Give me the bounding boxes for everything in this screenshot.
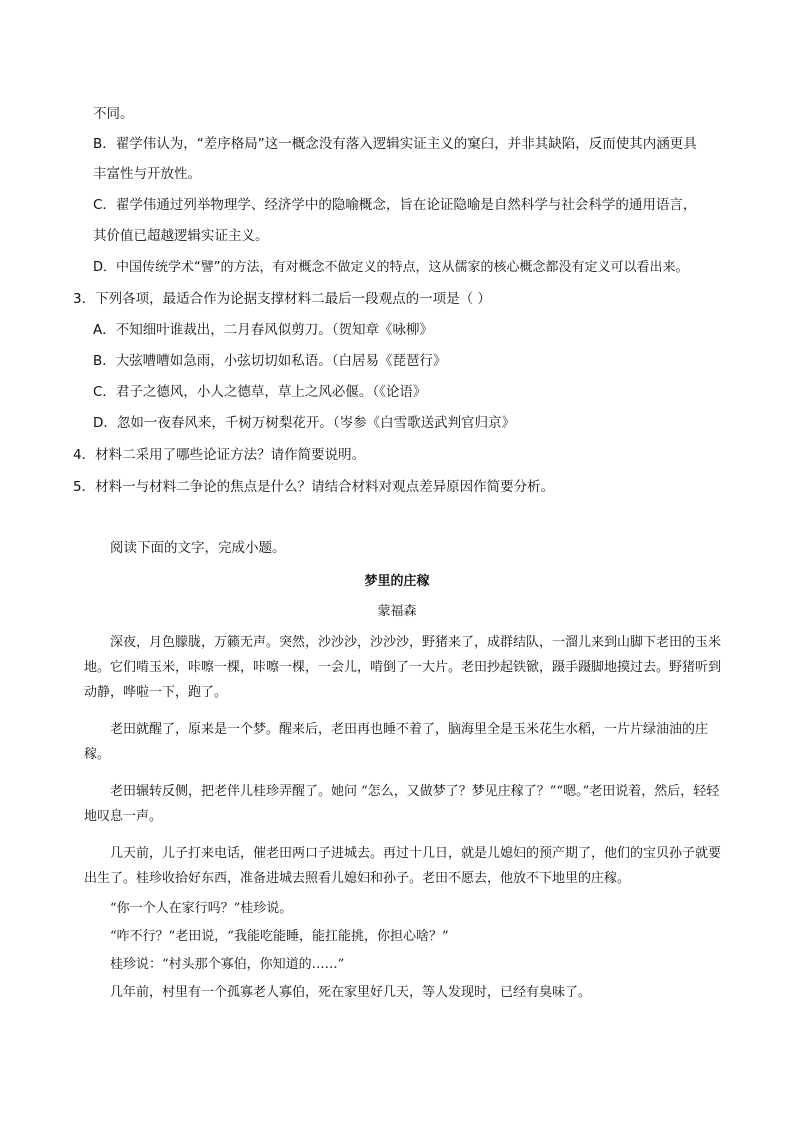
story-paragraph: 老田辗转反侧，把老伴儿桂珍弄醒了。她问 “怎么，又做梦了？梦见庄稼了？”“嗯。”老田说着，然后，轻轻地叹息一声。 bbox=[84, 784, 720, 824]
story-paragraph: 老田就醒了，原来是一个梦。醒来后，老田再也睡不着了，脑海里全是玉米花生水稻，一片片绿油油的庄稼。 bbox=[84, 722, 709, 762]
story-paragraph: “咋不行？”老田说，“我能吃能睡，能扛能挑，你担心啥？” bbox=[110, 929, 449, 944]
story-author: 蒙福森 bbox=[377, 604, 417, 619]
reading-intro: 阅读下面的文字，完成小题。 bbox=[110, 540, 286, 556]
q3-option-a: A．不知细叶谁裁出，二月春风似剪刀。（贺知章《咏柳》 bbox=[93, 322, 433, 338]
option-b-line2: 丰富性与开放性。 bbox=[93, 166, 201, 182]
story-paragraph: 几年前，村里有一个孤寡老人寡伯，死在家里好几天，等人发现时，已经有臭味了。 bbox=[110, 985, 592, 1000]
question-4: 4．材料二采用了哪些论证方法？请作简要说明。 bbox=[73, 447, 366, 463]
option-c-line2: 其价值已超越逻辑实证主义。 bbox=[93, 228, 269, 244]
story-paragraph: 桂珍说：“村头那个寡伯，你知道的……” bbox=[110, 957, 345, 972]
question-3-stem: 3．下列各项，最适合作为论据支撑材料二最后一段观点的一项是（ ） bbox=[73, 291, 491, 307]
q3-option-c: C．君子之德风，小人之德草，草上之风必偃。（《论语》 bbox=[93, 384, 427, 400]
story-body bbox=[84, 630, 724, 1003]
option-b-line1: B．翟学伟认为，“差序格局”这一概念没有落入逻辑实证主义的窠臼，并非其缺陷，反而使其内涵更具 bbox=[93, 136, 697, 152]
story-paragraph: 几天前，儿子打来电话，催老田两口子进城去。再过十几日，就是儿媳妇的预产期了，他们的宝贝孙子就要出生了。桂珍收拾好东西，准备进城去照看儿媳妇和孙子。老田不愿去，他放不下地里的庄稼。 bbox=[84, 846, 722, 886]
question-5: 5．材料一与材料二争论的焦点是什么？请结合材料对观点差异原因作简要分析。 bbox=[73, 479, 555, 495]
option-d: D．中国传统学术“譬”的方法，有对概念不做定义的特点，这从儒家的核心概念都没有定义可以看出来。 bbox=[93, 260, 689, 275]
story-title: 梦里的庄稼 bbox=[364, 574, 430, 589]
option-c-line1: C．翟学伟通过列举物理学、经济学中的隐喻概念，旨在论证隐喻是自然科学与社会科学的通用语言， bbox=[93, 197, 697, 213]
q3-option-d: D．忽如一夜春风来，千树万树梨花开。（岑参《白雪歌送武判官归京》 bbox=[93, 415, 516, 431]
option-a-continuation: 不同。 bbox=[93, 106, 134, 122]
story-paragraph: “你一个人在家行吗？”桂珍说。 bbox=[110, 901, 293, 916]
q3-option-b: B．大弦嘈嘈如急雨，小弦切切如私语。（白居易《琵琶行》 bbox=[93, 353, 447, 369]
story-paragraph: 深夜，月色朦胧，万籁无声。突然，沙沙沙，沙沙沙，野猪来了，成群结队，一溜儿来到山脚下老田的玉米地。它们啃玉米，咔嚓一棵，咔嚓一棵，一会儿，啃倒了一大片。老田抄起铁锨，蹑手蹑脚地摸过去。野猪听到动静，哗啦一下，跑了。 bbox=[84, 635, 722, 700]
